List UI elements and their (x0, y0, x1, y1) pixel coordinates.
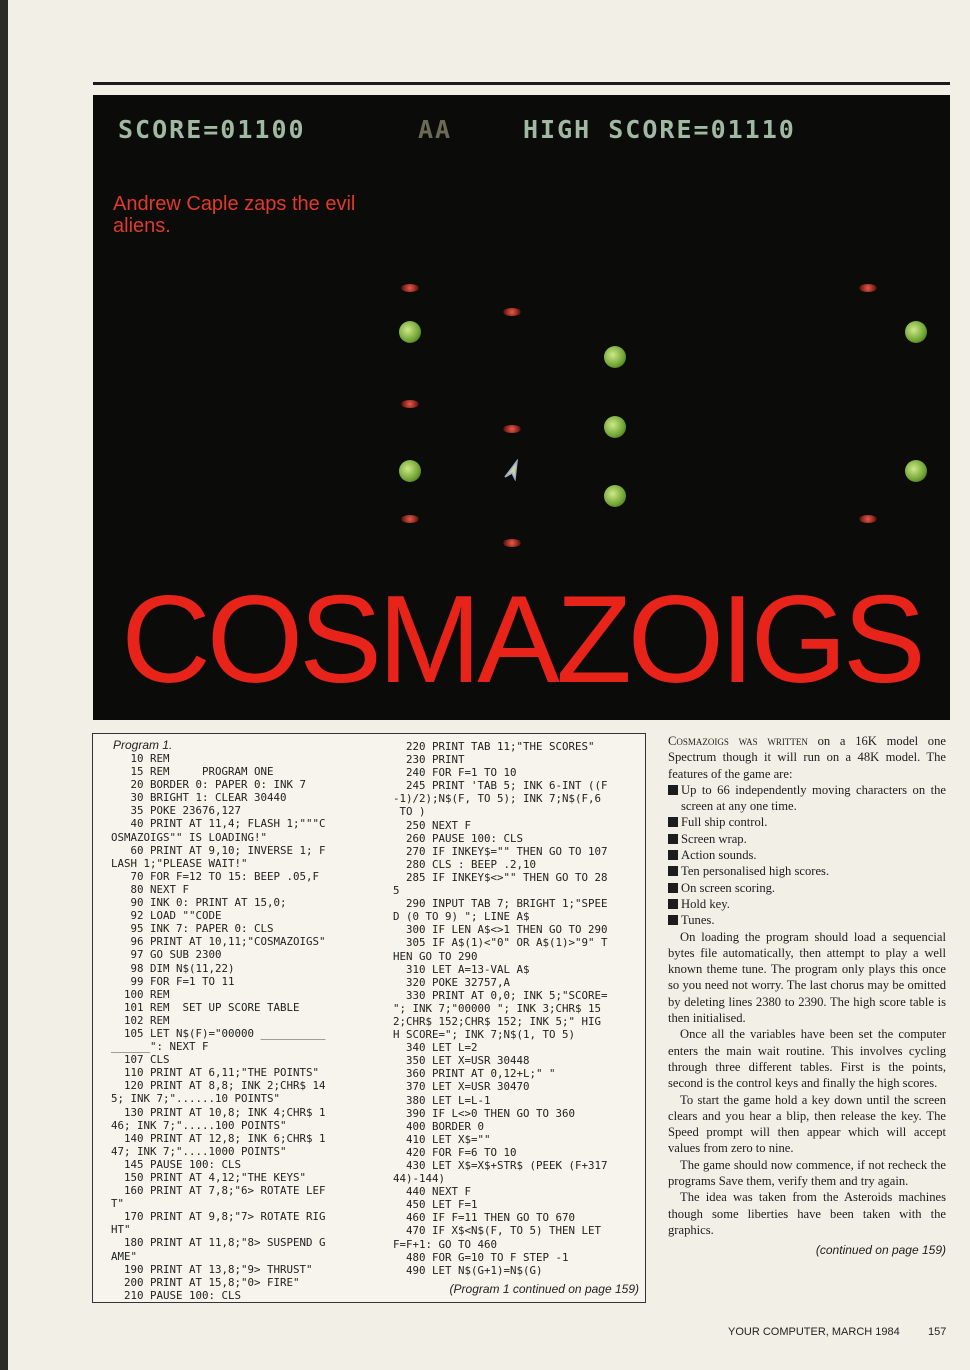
program-listing (92, 733, 646, 1303)
bullet-icon (668, 850, 678, 860)
lives-indicator: AA (418, 115, 453, 144)
alien-red-sprite (503, 308, 521, 316)
feature-item (668, 896, 946, 912)
article-paragraph: On loading the program should load a sequencial bytes file automatically, then attempt to play a well known theme tune. The program only plays this once so you need not worry. The last chorus may be omitted by deleting lines 2380 to 2390. The high score table is then initialised. (668, 929, 946, 1026)
footer-magazine: YOUR COMPUTER, MARCH 1984 (728, 1326, 900, 1338)
player-ship-icon (501, 459, 523, 481)
article-title: COSMAZOIGS (121, 571, 922, 709)
feature-item (668, 782, 946, 815)
alien-green-sprite (604, 346, 626, 368)
article-paragraph: The idea was taken from the Asteroids machines though some liberties have been taken with the graphics. (668, 1190, 946, 1237)
intro-text: on a 16K model one Spectrum though it will run on a 48K model. The features of the game are: (668, 734, 946, 781)
alien-green-sprite (905, 460, 927, 482)
feature-text: Hold key. (681, 896, 730, 911)
magazine-page (8, 0, 970, 1370)
listing-left-column: 10 REM 15 REM PROGRAM ONE 20 BORDER 0: PAPER 0: INK 7 30 BRIGHT 1: CLEAR 30440 35 POKE 23676,127 40 PRINT AT 11,4; FLASH 1;"""C OSMAZOIGS"" IS LOADING!" 60 PRINT AT 9,10; INVERSE 1; F LASH 1;"PLEASE WAIT!" 70 FOR F=12 TO 15: BEEP .05,F 80 NEXT F 90 INK 0: PRINT AT 15,0; 92 LOAD ""CODE 95 INK 7: PAPER 0: CLS 96 PRINT AT 10,11;"COSMAZOIGS" 97 GO SUB 2300 98 DIM N$(11,22) 99 FOR F=1 TO 11 100 REM 101 REM SET UP SCORE TABLE 102 REM 105 LET N$(F)="00000 __________ ______": NEXT F 107 CLS 110 PRINT AT 6,11;"THE POINTS" 120 PRINT AT 8,8; INK 2;CHR$ 14 5; INK 7;"......10 POINTS" 130 PRINT AT 10,8; INK 4;CHR$ 1 46; INK 7;".....100 POINTS" 140 PRINT AT 12,8; INK 6;CHR$ 1 47; INK 7;"....1000 POINTS" 145 PAUSE 100: CLS 150 PRINT AT 4,12;"THE KEYS" 160 PRINT AT 7,8;"6> ROTATE LEF T" 170 PRINT AT 9,8;"7> ROTATE RIG HT" 180 PRINT AT 11,8;"8> SUSPEND G AME" 190 PRINT AT 13,8;"9> THRUST" 200 PRINT AT 15,8;"0> FIRE" 210 PAUSE 100: CLS (111, 752, 326, 1302)
feature-item (668, 912, 946, 928)
alien-green-sprite (399, 321, 421, 343)
alien-green-sprite (905, 321, 927, 343)
alien-red-sprite (401, 515, 419, 523)
alien-red-sprite (401, 400, 419, 408)
article-paragraph: To start the game hold a key down until the screen clears and you hear a blip, then release the key. The Speed prompt will then appear which will accept values from zero to nine. (668, 1092, 946, 1156)
alien-red-sprite (503, 425, 521, 433)
feature-item (668, 880, 946, 896)
article-body (668, 733, 946, 1259)
intro-lead-words: Cosmazoigs was written (668, 734, 808, 748)
feature-text: Ten personalised high scores. (681, 864, 830, 879)
alien-red-sprite (859, 284, 877, 292)
bullet-icon (668, 883, 678, 893)
feature-text: Full ship control. (681, 815, 768, 830)
bullet-icon (668, 899, 678, 909)
listing-continued-note: (Program 1 continued on page 159) (449, 1282, 639, 1296)
article-intro (668, 733, 946, 782)
feature-item (668, 863, 946, 879)
listing-right-column: 220 PRINT TAB 11;"THE SCORES" 230 PRINT 240 FOR F=1 TO 10 245 PRINT 'TAB 5; INK 6-INT ((F -1)/2);N$(F, TO 5); INK 7;N$(F,6 TO ) 250 NEXT F 260 PAUSE 100: CLS 270 IF INKEY$="" THEN GO TO 107 280 CLS : BEEP .2,10 285 IF INKEY$<>"" THEN GO TO 28 5 290 INPUT TAB 7; BRIGHT 1;"SPEE D (0 TO 9) "; LINE A$ 300 IF LEN A$<>1 THEN GO TO 290 305 IF A$(1)<"0" OR A$(1)>"9" T HEN GO TO 290 310 LET A=13-VAL A$ 320 POKE 32757,A 330 PRINT AT 0,0; INK 5;"SCORE= "; INK 7;"00000 "; INK 3;CHR$ 15 2;CHR$ 152;CHR$ 152; INK 5;" HIG H SCORE="; INK 7;N$(1, TO 5) 340 LET L=2 350 LET X=USR 30448 360 PRINT AT 0,12+L;" " 370 LET X=USR 30470 380 LET L=L-1 390 IF L<>0 THEN GO TO 360 400 BORDER 0 410 LET X$="" 420 FOR F=6 TO 10 430 LET X$=X$+STR$ (PEEK (F+317 44)-144) 440 NEXT F 450 LET F=1 460 IF F=11 THEN GO TO 670 470 IF X$<N$(F, TO 5) THEN LET F=F+1: GO TO 460 480 FOR G=10 TO F STEP -1 490 LET N$(G+1)=N$(G) (393, 740, 608, 1277)
alien-green-sprite (604, 485, 626, 507)
feature-text: Up to 66 independently moving characters on the screen at any one time. (681, 782, 946, 814)
bullet-icon (668, 817, 678, 827)
top-rule (93, 82, 950, 85)
bullet-icon (668, 834, 678, 844)
article-continued-note: (continued on page 159) (815, 1243, 946, 1258)
feature-text: Action sounds. (681, 848, 757, 863)
article-paragraph: Once all the variables have been set the computer enters the main wait routine. This involves cycling through three different tables. First is the points, second is the control keys and finally the high scores. (668, 1027, 946, 1091)
feature-item (668, 831, 946, 847)
page-footer (728, 1326, 948, 1338)
score-readout: SCORE=01100 (118, 115, 306, 144)
page-number: 157 (928, 1326, 947, 1338)
feature-text: Screen wrap. (681, 831, 747, 846)
alien-red-sprite (859, 515, 877, 523)
bullet-icon (668, 866, 678, 876)
high-score-readout: HIGH SCORE=01110 (523, 115, 796, 144)
alien-green-sprite (399, 460, 421, 482)
bullet-icon (668, 915, 678, 925)
feature-text: On screen scoring. (681, 880, 776, 895)
game-screenshot (93, 95, 950, 720)
feature-item (668, 847, 946, 863)
photo-caption: Andrew Caple zaps the evil aliens. (113, 193, 356, 237)
article-paragraph: The game should now commence, if not recheck the programs Save them, verify them and try again. (668, 1157, 946, 1189)
alien-green-sprite (604, 416, 626, 438)
alien-red-sprite (401, 284, 419, 292)
listing-heading: Program 1. (113, 738, 173, 752)
bullet-icon (668, 785, 678, 795)
feature-text: Tunes. (681, 913, 715, 928)
feature-item (668, 814, 946, 830)
alien-red-sprite (503, 539, 521, 547)
